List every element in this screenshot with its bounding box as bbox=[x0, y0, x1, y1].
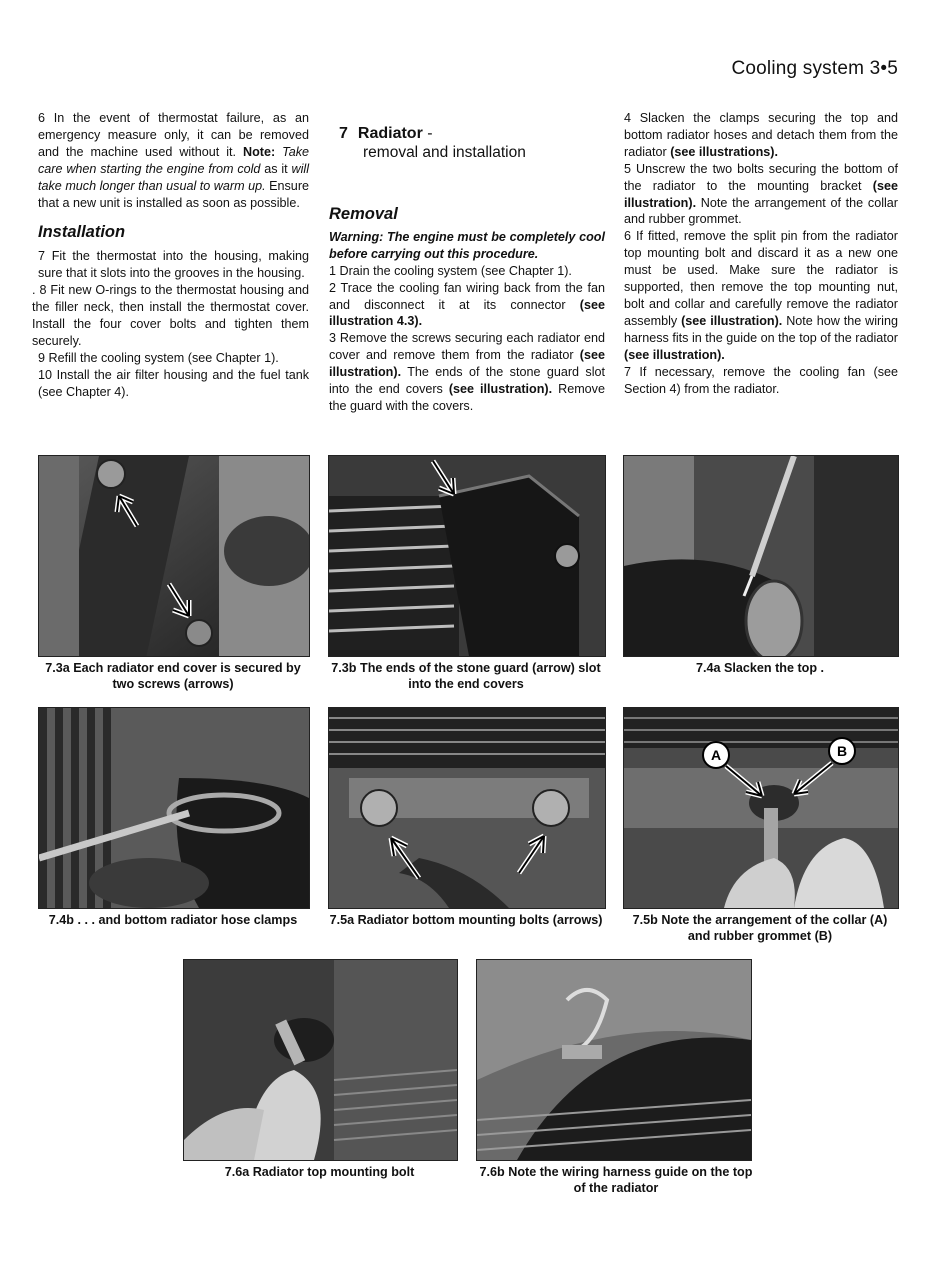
caption-7-5a: 7.5a Radiator bottom mounting bolts (arrows) bbox=[329, 913, 603, 927]
paragraph-8: . 8 Fit new O-rings to the thermostat housing and the filler neck, then install the thermostat cover. Install the four cover bolts and tighten them securely. bbox=[32, 283, 309, 348]
caption-7-3b: 7.3b The ends of the stone guard (arrow) slot into the end covers bbox=[331, 661, 601, 691]
caption-7-3a: 7.3a Each radiator end cover is secured by two screws (arrows) bbox=[45, 661, 301, 691]
text-column-2 bbox=[329, 124, 605, 415]
photo-7-4b bbox=[38, 707, 310, 909]
text-column-3 bbox=[624, 110, 898, 397]
paragraph-1: 1 Drain the cooling system (see Chapter 1). bbox=[329, 263, 572, 278]
paragraph-7b: 7 If necessary, remove the cooling fan (see Section 4) from the radiator. bbox=[624, 364, 898, 396]
paragraph-10: 10 Install the air filter housing and the fuel tank (see Chapter 4). bbox=[38, 367, 309, 399]
installation-heading: Installation bbox=[38, 223, 126, 242]
paragraph-5: 5 Unscrew the two bolts securing the bottom of the radiator to the mounting bracket (see illustration). Note the arrangement of the collar and rubber grommet. bbox=[624, 161, 898, 227]
photo-7-6a bbox=[183, 959, 458, 1161]
paragraph-6: 6 In the event of thermostat failure, as an emergency measure only, it can be removed and the machine used without it. Note: Take care when starting the engine from cold as it will take much longer than usual to warm up. Ensure that a new unit is installed as soon as possible. bbox=[38, 111, 310, 210]
photo-7-6b bbox=[476, 959, 752, 1161]
section-title: 7 Radiator - removal and installation bbox=[339, 125, 526, 161]
photo-7-5a bbox=[328, 707, 606, 909]
caption-7-4a: 7.4a Slacken the top . bbox=[695, 661, 825, 675]
caption-7-4b: 7.4b . . . and bottom radiator hose clamps bbox=[48, 913, 298, 927]
text-column-1 bbox=[32, 110, 310, 401]
page-header: Cooling system 3•5 bbox=[731, 58, 898, 79]
caption-7-6b: 7.6b Note the wiring harness guide on the top of the radiator bbox=[479, 1165, 753, 1195]
photo-7-3a bbox=[38, 455, 310, 657]
caption-7-6a: 7.6a Radiator top mounting bolt bbox=[224, 1165, 415, 1179]
label-b: B bbox=[836, 743, 848, 759]
photo-7-5b bbox=[623, 707, 899, 909]
paragraph-4: 4 Slacken the clamps securing the top and bottom radiator hoses and detach them from the radiator (see illustrations). bbox=[624, 111, 898, 159]
photo-7-4a bbox=[623, 455, 899, 657]
paragraph-6b: 6 If fitted, remove the split pin from the radiator top mounting bolt and discard it as a new one must be used. Make sure the radiator is supported, then remove the top mounting nut, bolt and collar and carefully remove the radiator assembly (see illustration). Note how the wiring harness fits in the guide on the top of the radiator (see illustration). bbox=[624, 229, 898, 362]
removal-heading: Removal bbox=[329, 205, 398, 223]
paragraph-7: 7 Fit the thermostat into the housing, making sure that it slots into the grooves in the housing. bbox=[38, 249, 309, 281]
photo-7-3b bbox=[328, 455, 606, 657]
paragraph-2: 2 Trace the cooling fan wiring back from the fan and disconnect it at its connector (see illustration 4.3). bbox=[329, 280, 606, 329]
caption-7-5b: 7.5b Note the arrangement of the collar (A) and rubber grommet (B) bbox=[632, 913, 888, 943]
paragraph-3: 3 Remove the screws securing each radiator end cover and remove them from the radiator (see illustration). The ends of the stone guard slot into the end covers (see illustration). Remove the guard with the covers. bbox=[329, 331, 605, 413]
paragraph-9: 9 Refill the cooling system (see Chapter 1). bbox=[38, 350, 279, 365]
label-a: A bbox=[710, 747, 722, 763]
warning-text: Warning: The engine must be completely cool before carrying out this procedure. bbox=[329, 229, 605, 261]
